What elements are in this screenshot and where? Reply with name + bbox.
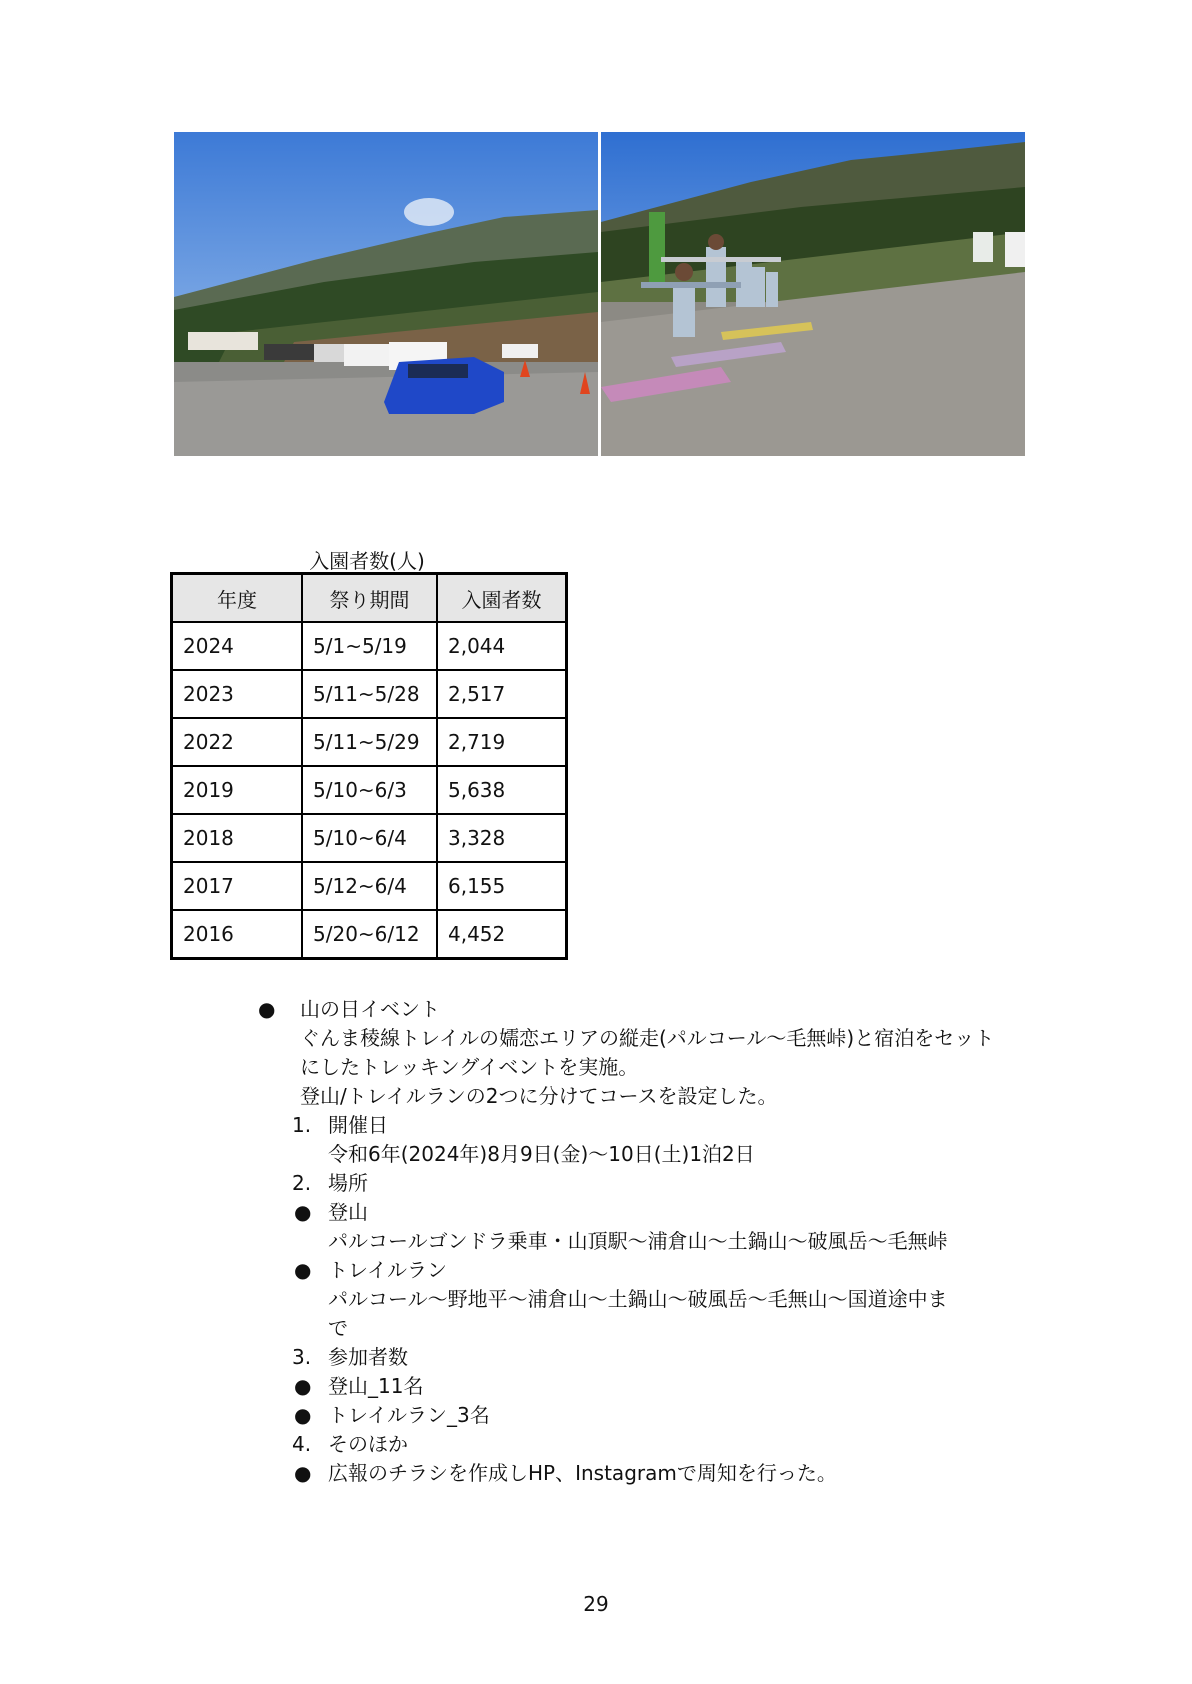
cell-count: 6,155	[437, 862, 567, 910]
cell-period: 5/1~5/19	[302, 622, 437, 670]
cell-count: 3,328	[437, 814, 567, 862]
table-row	[172, 670, 567, 718]
event-title-line	[258, 995, 1038, 1024]
bullet-icon: ●	[294, 1461, 312, 1485]
list-item	[258, 1198, 1038, 1227]
cell-period: 5/20~6/12	[302, 910, 437, 959]
event-description: 登山/トレイルランの2つに分けてコースを設定した。	[300, 1084, 778, 1108]
item-number: 1.	[292, 1113, 312, 1137]
cell-year: 2017	[172, 862, 303, 910]
table-row	[172, 814, 567, 862]
header-visitor-count: 入園者数	[437, 574, 567, 623]
header-year: 年度	[172, 574, 303, 623]
event-section	[258, 995, 1038, 1488]
list-item	[258, 1459, 1038, 1488]
item-number: 4.	[292, 1432, 312, 1456]
list-item	[258, 1430, 1038, 1459]
place-climb-label: 登山	[328, 1200, 368, 1224]
item-label: そのほか	[328, 1432, 408, 1456]
list-item	[258, 1343, 1038, 1372]
cell-period: 5/10~6/3	[302, 766, 437, 814]
list-item	[258, 1401, 1038, 1430]
place-trail-route-continued: で	[328, 1316, 348, 1340]
participants-climb: 登山_11名	[328, 1374, 424, 1398]
place-climb-route: パルコールゴンドラ乗車・山頂駅～浦倉山～土鍋山～破風岳～毛無峠	[328, 1229, 948, 1253]
cell-period: 5/10~6/4	[302, 814, 437, 862]
cell-year: 2016	[172, 910, 303, 959]
event-date: 令和6年(2024年)8月9日(金)～10日(土)1泊2日	[328, 1142, 755, 1166]
item-number: 2.	[292, 1171, 312, 1195]
item-label: 開催日	[328, 1113, 388, 1137]
cell-period: 5/11~5/29	[302, 718, 437, 766]
event-title: 山の日イベント	[300, 997, 440, 1021]
bullet-icon: ●	[294, 1258, 312, 1282]
table-row	[172, 718, 567, 766]
table-row	[172, 766, 567, 814]
item-label: 参加者数	[328, 1345, 408, 1369]
cell-year: 2018	[172, 814, 303, 862]
cell-year: 2019	[172, 766, 303, 814]
cell-year: 2022	[172, 718, 303, 766]
list-item	[258, 1256, 1038, 1285]
page-number: 29	[583, 1592, 609, 1616]
cell-period: 5/11~5/28	[302, 670, 437, 718]
cell-count: 2,517	[437, 670, 567, 718]
table-row	[172, 910, 567, 959]
bullet-icon: ●	[258, 997, 276, 1021]
header-festival-period: 祭り期間	[302, 574, 437, 623]
photo-parking-lot	[174, 132, 598, 456]
event-description: ぐんま稜線トレイルの嬬恋エリアの縦走(パルコール～毛無峠)と宿泊をセット	[300, 1026, 995, 1050]
list-item	[258, 1169, 1038, 1198]
cell-year: 2024	[172, 622, 303, 670]
cell-period: 5/12~6/4	[302, 862, 437, 910]
other-note: 広報のチラシを作成しHP、Instagramで周知を行った。	[328, 1461, 837, 1485]
cell-count: 4,452	[437, 910, 567, 959]
photo-mountain-yoga	[601, 132, 1025, 456]
bullet-icon: ●	[294, 1374, 312, 1398]
item-number: 3.	[292, 1345, 312, 1369]
table-row	[172, 622, 567, 670]
cell-count: 5,638	[437, 766, 567, 814]
bullet-icon: ●	[294, 1200, 312, 1224]
table-header-row	[172, 574, 567, 623]
participants-trail: トレイルラン_3名	[328, 1403, 490, 1427]
bullet-icon: ●	[294, 1403, 312, 1427]
table-caption: 入園者数(人)	[309, 549, 425, 573]
list-item	[258, 1111, 1038, 1140]
item-label: 場所	[328, 1171, 368, 1195]
event-description: にしたトレッキングイベントを実施。	[300, 1055, 639, 1079]
visitor-count-table	[170, 572, 568, 960]
cell-count: 2,044	[437, 622, 567, 670]
list-item	[258, 1372, 1038, 1401]
place-trail-label: トレイルラン	[328, 1258, 447, 1282]
cell-count: 2,719	[437, 718, 567, 766]
table-row	[172, 862, 567, 910]
place-trail-route: パルコール～野地平～浦倉山～土鍋山～破風岳～毛無山～国道途中ま	[328, 1287, 948, 1311]
cell-year: 2023	[172, 670, 303, 718]
